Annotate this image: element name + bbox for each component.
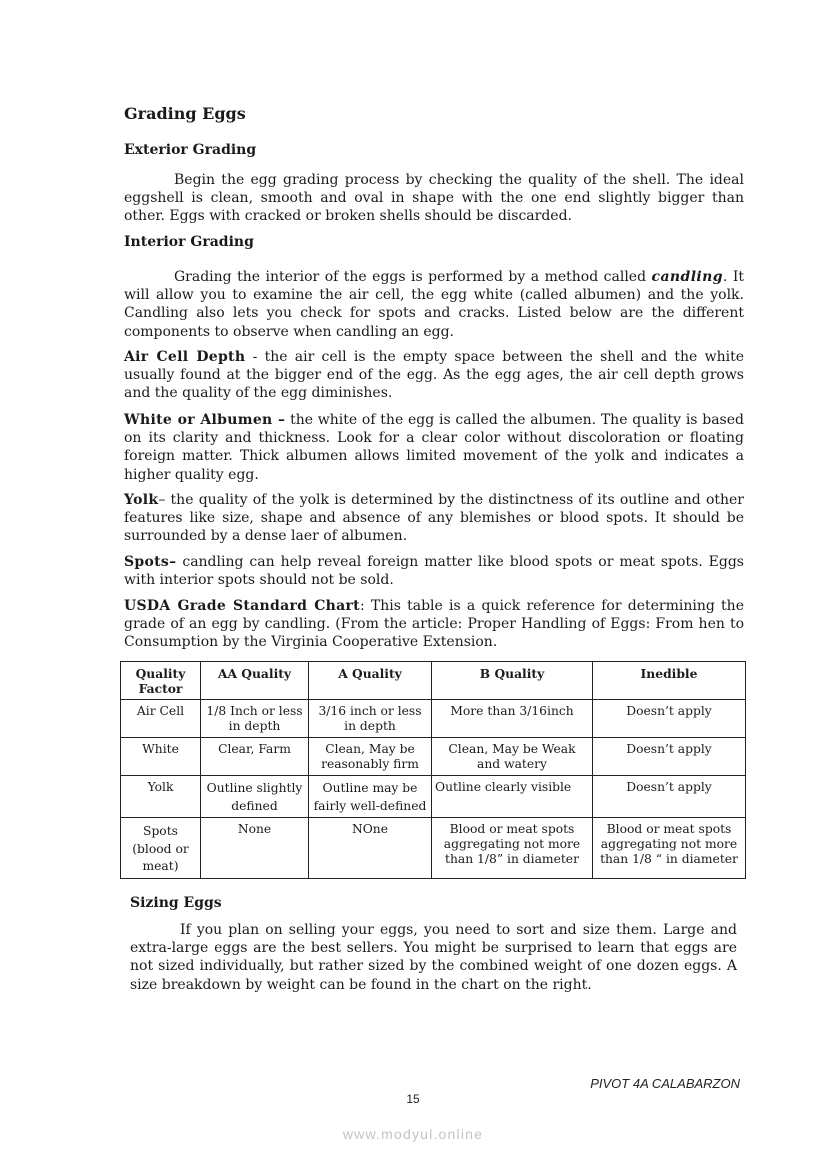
table-row xyxy=(121,700,746,738)
usda-term: USDA Grade Standard Chart xyxy=(124,598,360,614)
usda-paragraph xyxy=(124,597,744,652)
watermark: www.modyul.online xyxy=(342,1126,484,1142)
interior-heading: Interior Grading xyxy=(124,234,254,250)
table-cell: Outline may be fairly well-defined xyxy=(309,776,432,818)
yolk-term: Yolk xyxy=(124,492,159,508)
candling-term: candling xyxy=(651,269,723,285)
yolk-text: – the quality of the yolk is determined by the distinctness of its outline and other features like size, shape and absence of any blemishes or blood spots. It should be surrounded by a dense laer of albumen. xyxy=(124,492,744,545)
table-cell: Doesn’t apply xyxy=(593,776,746,818)
table-cell: Air Cell xyxy=(121,700,201,738)
table-header: Quality Factor xyxy=(121,662,201,700)
table-row xyxy=(121,818,746,879)
table-cell: Doesn’t apply xyxy=(593,738,746,776)
interior-paragraph xyxy=(124,268,744,341)
sizing-paragraph: If you plan on selling your eggs, you need to sort and size them. Large and extra-large eggs are the best sellers. You might be surprised to learn that eggs are not sized individually, but rather sized by the combined weight of one dozen eggs. A size breakdown by weight can be found in the chart on the right. xyxy=(130,922,737,993)
table-cell: Blood or meat spots aggregating not more than 1/8” in diameter xyxy=(432,818,593,879)
table-header-row xyxy=(121,662,746,700)
sizing-heading: Sizing Eggs xyxy=(130,895,222,911)
table-cell: Clean, May be Weak and watery xyxy=(432,738,593,776)
usda-grade-table xyxy=(120,661,746,879)
air-cell-term: Air Cell Depth xyxy=(124,349,246,365)
usda-text: : This table is a quick reference for determining the grade of an egg by candling. (From the article: Proper Handling of Eggs: From hen to Consumption by the Virginia Cooperative Extension. xyxy=(124,598,744,651)
interior-text-before: Grading the interior of the eggs is performed by a method called xyxy=(174,269,652,285)
spots-text: candling can help reveal foreign matter like blood spots or meat spots. Eggs with interior spots should not be sold. xyxy=(124,554,744,589)
table-header: AA Quality xyxy=(201,662,309,700)
air-cell-text: - the air cell is the empty space between the shell and the white usually found at the bigger end of the egg. As the egg ages, the air cell depth grows and the quality of the egg diminishes. xyxy=(124,349,744,402)
table-cell: NOne xyxy=(309,818,432,879)
table-row xyxy=(121,738,746,776)
table-header: A Quality xyxy=(309,662,432,700)
table-cell: Outline slightly defined xyxy=(201,776,309,818)
table-cell: 1/8 Inch or less in depth xyxy=(201,700,309,738)
table-cell: None xyxy=(201,818,309,879)
page-title: Grading Eggs xyxy=(124,104,246,123)
white-term: White or Albumen – xyxy=(124,412,286,428)
table-cell: Outline clearly visible xyxy=(432,776,593,818)
table-cell: Blood or meat spots aggregating not more than 1/8 “ in diameter xyxy=(593,818,746,879)
page-number: 15 xyxy=(406,1092,420,1106)
table-cell: Yolk xyxy=(121,776,201,818)
table-cell: Clean, May be reasonably firm xyxy=(309,738,432,776)
table-header: Inedible xyxy=(593,662,746,700)
table-cell: Spots (blood or meat) xyxy=(121,818,201,879)
white-paragraph xyxy=(124,411,744,484)
spots-paragraph xyxy=(124,553,744,589)
air-cell-paragraph xyxy=(124,348,744,403)
table-cell: Clear, Farm xyxy=(201,738,309,776)
white-text: the white of the egg is called the albumen. The quality is based on its clarity and thickness. Look for a clear color without discoloration or floating foreign matter. Thick albumen allows limited movement of the yolk and indicates a higher quality egg. xyxy=(124,412,744,483)
table-row xyxy=(121,776,746,818)
table-cell: Doesn’t apply xyxy=(593,700,746,738)
exterior-heading: Exterior Grading xyxy=(124,142,257,158)
exterior-paragraph: Begin the egg grading process by checking the quality of the shell. The ideal eggshell is clean, smooth and oval in shape with the one end slightly bigger than other. Eggs with cracked or broken shells should be discarded. xyxy=(124,172,744,225)
table-cell: More than 3/16inch xyxy=(432,700,593,738)
table-header: B Quality xyxy=(432,662,593,700)
table-cell: 3/16 inch or less in depth xyxy=(309,700,432,738)
footer-source: PIVOT 4A CALABARZON xyxy=(590,1076,740,1091)
spots-term: Spots– xyxy=(124,554,177,570)
interior-text-after: . It will allow you to examine the air cell, the egg white (called albumen) and the yolk. Candling also lets you check for spots and cracks. Listed below are the different components to observe when candling an egg. xyxy=(124,269,744,340)
yolk-paragraph xyxy=(124,491,744,546)
table-cell: White xyxy=(121,738,201,776)
